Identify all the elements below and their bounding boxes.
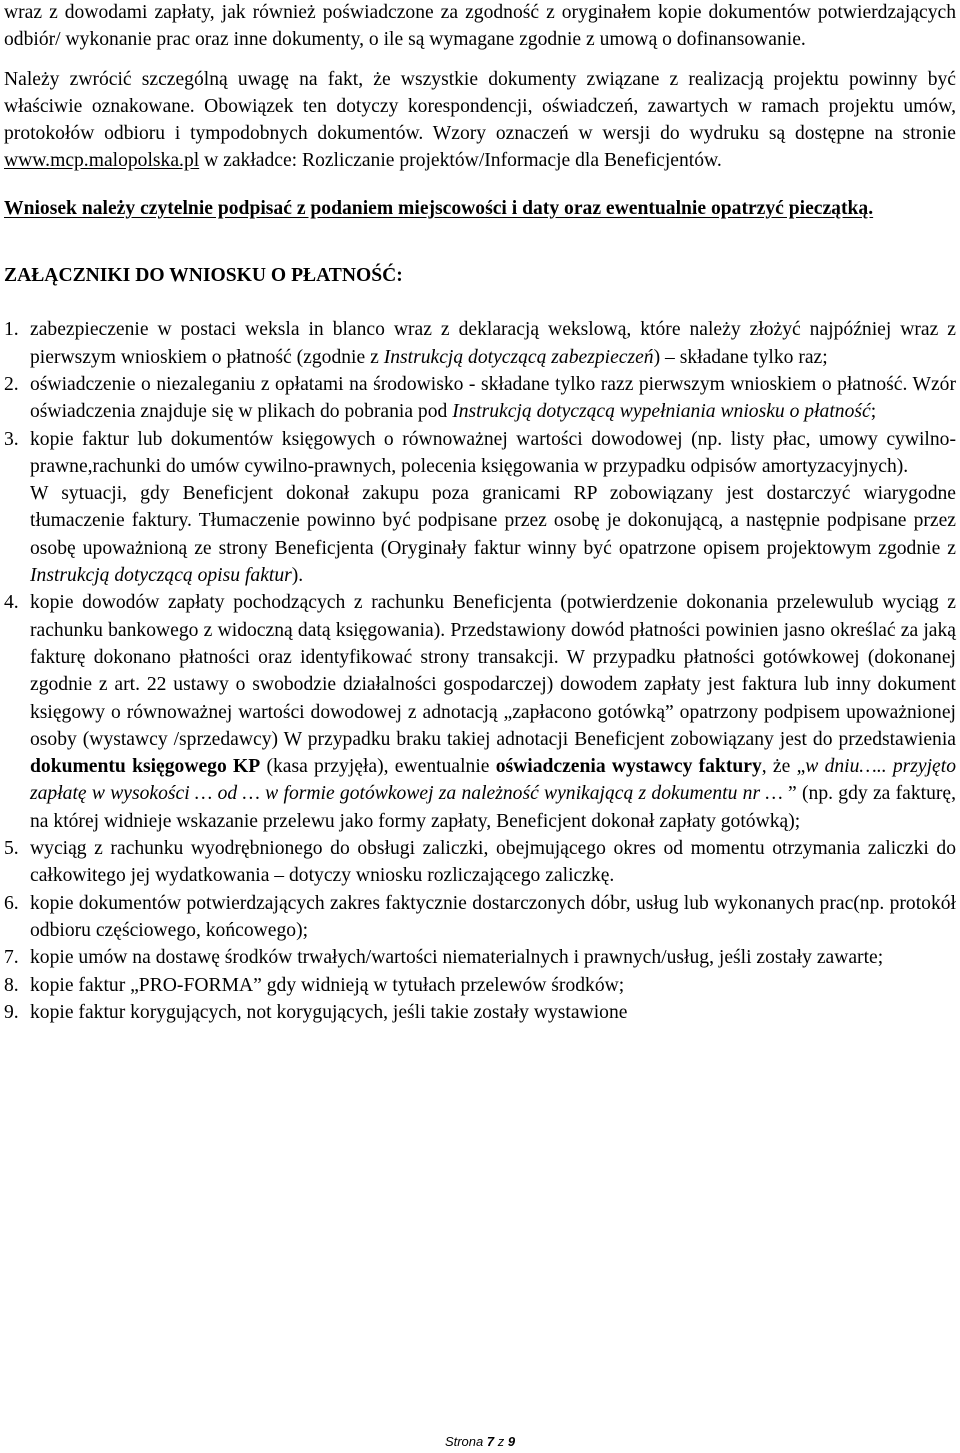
attachments-heading: ZAŁĄCZNIKI DO WNIOSKU O PŁATNOŚĆ: [4, 265, 403, 287]
page-footer [0, 1434, 960, 1450]
page-number-separator: z [494, 1434, 508, 1449]
list-item-reference: Instrukcją dotyczącą wypełniania wniosku o płatność [452, 401, 871, 423]
marking-text-start: Należy zwrócić szczególną uwagę na fakt, że wszystkie dokumenty związane z realizacją projektu powinny być właściwie oznakowane. Obowiązek ten dotyczy korespondencji, oświadczeń, zawartych w ramach projektu umów, protokołów odbioru i tympodobnych dokumentów. Wzory oznaczeń w wersji do wydruku są dostępne na stronie [4, 68, 956, 145]
list-item-number: 9. [4, 1001, 19, 1023]
list-item-text: kopie umów na dostawę środków trwałych/wartości niematerialnych i prawnych/usług, jeśli zostały zawarte; [30, 947, 884, 969]
list-item [4, 589, 956, 835]
list-item [4, 316, 956, 371]
list-item-text: W sytuacji, gdy Beneficjent dokonał zakupu poza granicami RP zobowiązany jest dostarczyć wiarygodne tłumaczenie faktury. Tłumaczenie powinno być podpisane przez osobę je dokonującą, a następnie podpisane przez osobę upoważnioną ze strony Beneficjenta (Oryginały faktur winny być opatrzone opisem projektowym zgodnie z [30, 483, 956, 559]
document-page [4, 0, 956, 1026]
list-item-number: 4. [4, 592, 19, 614]
list-item-text: ” (np. gdy za fakturę, na której widnieje wskazanie przelewu jako formy zapłaty, Beneficjent dokonał zapłaty gotówką); [30, 783, 956, 832]
list-item-emphasis: oświadczenia wystawcy faktury [495, 756, 762, 778]
list-item-reference: Instrukcją dotyczącą zabezpieczeń [383, 346, 654, 368]
list-item-text: kopie dokumentów potwierdzających zakres faktycznie dostarczonych dóbr, usług lub wykonanych prac(np. protokół odbioru częściowego, końcowego); [30, 892, 956, 941]
list-item-number: 5. [4, 838, 19, 860]
list-item-text: kopie faktur lub dokumentów księgowych o równoważnej wartości dowodowej (np. listy płac, umowy cywilno-prawne,rachunki do umów cywilno-prawnych, polecenia księgowania w przypadku odpisów amortyzacyjnych). [30, 428, 956, 477]
list-item-number: 1. [4, 319, 19, 341]
list-item-text: , że „ [761, 756, 806, 778]
list-item-text: oświadczenie o niezaleganiu z opłatami na środowisko - składane tylko razz pierwszym wnioskiem o płatność. Wzór oświadczenia znajduje się w plikach do pobrania pod [30, 373, 956, 423]
page-number-prefix: Strona [444, 1434, 487, 1449]
list-item-quote: w dniu….. przyjęto zapłatę w wysokości … od … w formie gotówkowej za należność wynikającą z dokumentu nr … [30, 756, 956, 805]
list-item-text: wyciąg z rachunku wyodrębnionego do obsługi zaliczki, obejmującego okres od momentu otrzymania zaliczki do całkowitego jej wydatkowania – dotyczy wniosku rozliczającego zaliczkę. [30, 838, 956, 887]
mcp-website-link[interactable]: www.mcp.malopolska.pl [4, 150, 200, 172]
list-item-text: zabezpieczenie w postaci weksla in blanco wraz z deklaracją wekslową, które należy złożyć najpóźniej wraz z pierwszym wnioskiem o płatność (zgodnie z [30, 319, 956, 368]
list-item [4, 835, 956, 890]
attachments-list [4, 316, 956, 1026]
list-item-emphasis: dokumentu księgowego KP [30, 756, 261, 778]
list-item-text: kopie faktur „PRO-FORMA” gdy widnieją w tytułach przelewów środków; [30, 974, 625, 996]
list-item [4, 890, 956, 945]
list-item-subparagraph [30, 480, 956, 589]
marking-text-end: w zakładce: Rozliczanie projektów/Informacje dla Beneficjentów. [199, 150, 722, 172]
current-page-number: 7 [486, 1434, 495, 1449]
intro-paragraph-continued: wraz z dowodami zapłaty, jak również poświadczone za zgodność z oryginałem kopie dokumentów potwierdzających odbiór/ wykonanie prac oraz inne dokumenty, o ile są wymagane zgodnie z umową o dofinansowanie. [4, 2, 956, 51]
list-item [4, 944, 956, 971]
list-item-text: kopie dowodów zapłaty pochodzących z rachunku Beneficjenta (potwierdzenie dokonania przelewulub wyciąg z rachunku bankowego z widoczną datą księgowania). Przedstawiony dowód płatności powinien jasno określać za jaką fakturę dokonano płatności oraz identyfikować strony transakcji. W przypadku płatności gotówkowej (dokonanej zgodnie z art. 22 ustawy o swobodzie działalności gospodarczej) dowodem zapłaty jest faktura lub inny dokument księgowy o równoważnej wartości dowodowej z adnotacją „zapłacono gotówką” opatrzony podpisem upoważnionej osoby (wystawcy /sprzedawcy) W przypadku braku takiej adnotacji Beneficjent zobowiązany jest do przedstawienia [30, 592, 956, 750]
list-item-text: ) – składane tylko raz; [653, 346, 828, 368]
marking-requirements-paragraph [4, 66, 956, 175]
list-item [4, 999, 956, 1026]
list-item [4, 426, 956, 590]
list-item [4, 972, 956, 999]
list-item-reference: Instrukcją dotyczącą opisu faktur [30, 565, 292, 587]
list-item-number: 8. [4, 974, 19, 996]
list-item-text: ). [291, 565, 304, 587]
list-item-number: 7. [4, 947, 19, 969]
list-item-text: ; [870, 401, 877, 423]
list-item-text: kopie faktur korygujących, not korygujących, jeśli takie zostały wystawione [30, 1001, 628, 1023]
list-item [4, 371, 956, 426]
total-page-count: 9 [507, 1434, 516, 1449]
list-item-number: 6. [4, 892, 19, 914]
signature-note: Wniosek należy czytelnie podpisać z podaniem miejscowości i daty oraz ewentualnie opatrzyć pieczątką. [4, 197, 874, 219]
list-item-number: 2. [4, 373, 19, 395]
list-item-number: 3. [4, 428, 19, 450]
list-item-text: (kasa przyjęła), ewentualnie [260, 756, 496, 778]
